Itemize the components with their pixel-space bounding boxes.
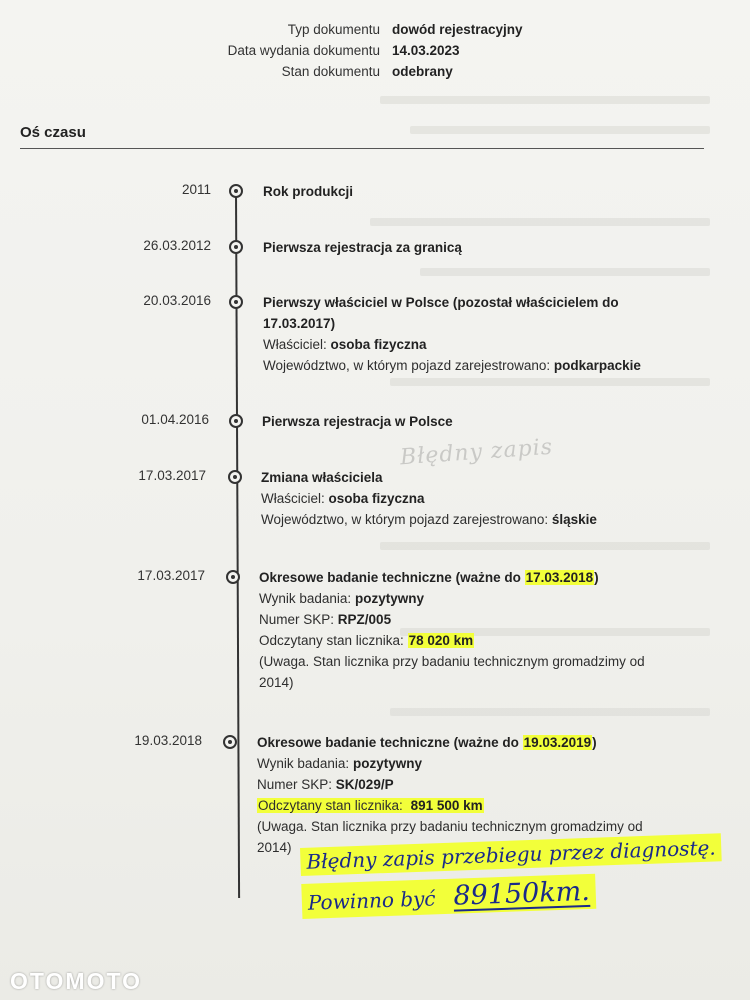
event-body (263, 237, 703, 258)
handwritten-text: Powinno być (307, 886, 436, 915)
timeline-dot-icon (229, 295, 243, 309)
valid-until-date: 17.03.2018 (525, 570, 594, 585)
doc-label: Typ dokumentu (287, 22, 380, 37)
timeline-dot-icon (223, 735, 237, 749)
event-body (259, 567, 679, 693)
bleed-through-line (380, 542, 710, 550)
event-title-suffix: ) (592, 735, 597, 750)
valid-until-date: 19.03.2019 (523, 735, 592, 750)
doc-row-status (0, 64, 750, 84)
event-title: Zmiana właściciela (261, 470, 383, 485)
doc-row-issue-date (0, 43, 750, 63)
event-date: 01.04.2016 (141, 412, 209, 427)
skp-value: SK/029/P (335, 777, 394, 792)
timeline-dot-icon (229, 184, 243, 198)
result-value: pozytywny (354, 591, 424, 606)
owner-label: Właściciel: (263, 337, 327, 352)
event-body (263, 292, 683, 376)
event-title (259, 567, 679, 588)
timeline-dot-icon (229, 240, 243, 254)
event-body (262, 411, 702, 432)
divider (20, 148, 704, 149)
owner-label: Właściciel: (261, 491, 325, 506)
odometer-value: 78 020 km (408, 633, 474, 648)
region-line (263, 355, 683, 376)
result-line (257, 753, 677, 774)
timeline-dot-icon (228, 470, 242, 484)
timeline-heading: Oś czasu (20, 124, 86, 141)
owner-line (263, 334, 683, 355)
event-body (263, 181, 703, 202)
odometer-label: Odczytany stan licznika: (259, 633, 404, 648)
result-value: pozytywny (352, 756, 422, 771)
result-label: Wynik badania: (259, 591, 352, 606)
region-label: Województwo, w którym pojazd zarejestrowano: (263, 358, 551, 373)
event-date: 20.03.2016 (143, 293, 211, 308)
owner-value: osoba fizyczna (330, 337, 427, 352)
odometer-value: 891 500 km (410, 798, 483, 813)
skp-value: RPZ/005 (337, 612, 392, 627)
event-body (261, 467, 701, 530)
owner-value: osoba fizyczna (328, 491, 425, 506)
doc-value: odebrany (392, 64, 453, 79)
odometer-note: (Uwaga. Stan licznika przy badaniu technicznym gromadzimy od 2014) (259, 654, 645, 690)
doc-label: Data wydania dokumentu (227, 43, 380, 58)
odometer-line (259, 630, 679, 651)
skp-label: Numer SKP: (257, 777, 333, 792)
handwritten-correct-value: 89150km. (452, 875, 591, 912)
event-date: 17.03.2017 (137, 568, 205, 583)
doc-row-type (0, 22, 750, 42)
region-value: podkarpackie (553, 358, 641, 373)
handwritten-line (301, 874, 596, 919)
pencil-annotation: Błędny zapis (399, 434, 554, 471)
doc-value: 14.03.2023 (392, 43, 460, 58)
event-date: 17.03.2017 (138, 468, 206, 483)
timeline-dot-icon (226, 570, 240, 584)
bleed-through-line (390, 378, 710, 386)
region-line (261, 509, 701, 530)
handwritten-line: Błędny zapis przebiegu przez diagnostę. (300, 833, 722, 876)
event-title: Pierwsza rejestracja w Polsce (262, 414, 453, 429)
doc-label: Stan dokumentu (281, 64, 380, 79)
result-line (259, 588, 679, 609)
doc-value: dowód rejestracyjny (392, 22, 523, 37)
event-title: Pierwsza rejestracja za granicą (263, 240, 462, 255)
region-value: śląskie (551, 512, 597, 527)
event-title-prefix: Okresowe badanie techniczne (ważne do (257, 735, 523, 750)
event-title (257, 732, 677, 753)
bleed-through-line (410, 126, 710, 134)
bleed-through-line (420, 268, 710, 276)
event-title: Pierwszy właściciel w Polsce (pozostał właścicielem do 17.03.2017) (263, 295, 619, 331)
odometer-label: Odczytany stan licznika: (258, 798, 403, 813)
event-date: 26.03.2012 (143, 238, 211, 253)
bleed-through-line (390, 708, 710, 716)
event-date: 19.03.2018 (134, 733, 202, 748)
watermark-logo: OTOMOTO (10, 968, 142, 994)
timeline-dot-icon (229, 414, 243, 428)
bleed-through-line (380, 96, 710, 104)
odometer-note: (Uwaga. Stan licznika przy badaniu technicznym gromadzimy od 2014) (257, 819, 643, 855)
skp-label: Numer SKP: (259, 612, 335, 627)
skp-line (257, 774, 677, 795)
result-label: Wynik badania: (257, 756, 350, 771)
odometer-line (257, 795, 677, 816)
bleed-through-line (370, 218, 710, 226)
event-title-suffix: ) (594, 570, 599, 585)
owner-line (261, 488, 701, 509)
event-date: 2011 (181, 182, 211, 197)
region-label: Województwo, w którym pojazd zarejestrowano: (261, 512, 549, 527)
skp-line (259, 609, 679, 630)
handwritten-note (300, 833, 733, 928)
event-title: Rok produkcji (263, 184, 354, 199)
event-title-prefix: Okresowe badanie techniczne (ważne do (259, 570, 525, 585)
